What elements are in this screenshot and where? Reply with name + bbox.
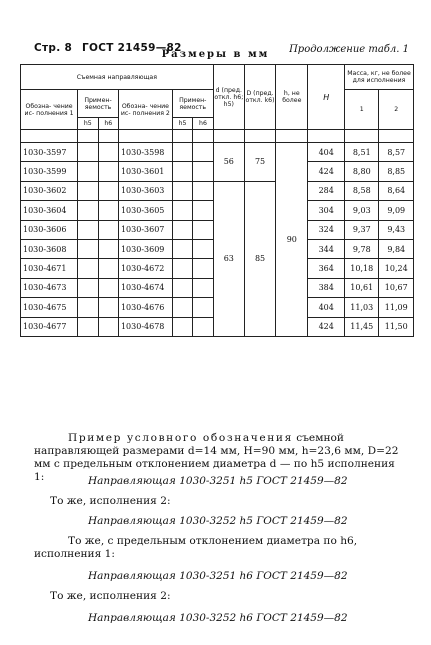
table-continuation-label: Продолжение табл. 1 bbox=[289, 44, 409, 55]
designation-2-cell: 1030-3603 bbox=[118, 181, 172, 200]
mass-1-cell: 10,61 bbox=[345, 278, 379, 297]
d-cell: 56 bbox=[213, 143, 244, 182]
d-cell: 63 bbox=[213, 181, 244, 336]
header-removable-guide: Съемная направляющая bbox=[21, 65, 214, 90]
h-cell: 90 bbox=[276, 143, 308, 337]
example-designation-1: Направляющая 1030-3251 h5 ГОСТ 21459—82 bbox=[88, 475, 348, 487]
table-caption: Размеры в мм bbox=[161, 49, 270, 60]
dimensions-table bbox=[20, 64, 414, 337]
page-number: Стр. 8 bbox=[34, 42, 73, 54]
H-cell: 284 bbox=[308, 181, 345, 200]
H-cell: 384 bbox=[308, 278, 345, 297]
designation-2-cell: 1030-3601 bbox=[118, 162, 172, 181]
H-cell: 364 bbox=[308, 259, 345, 278]
designation-2-cell: 1030-4676 bbox=[118, 298, 172, 317]
mass-2-cell: 10,67 bbox=[379, 278, 414, 297]
header-D: D (пред. откл. k6) bbox=[244, 65, 275, 130]
mass-2-cell: 11,50 bbox=[379, 317, 414, 336]
example-description: съемной направляющей размерами d=14 мм, H=90 мм, h=23,6 мм, D=22 мм с предельным отклонением диаметра d — по h5 исполнения 1: bbox=[34, 432, 399, 483]
mass-2-cell: 11,09 bbox=[379, 298, 414, 317]
H-cell: 404 bbox=[308, 143, 345, 162]
D-cell: 85 bbox=[244, 181, 275, 336]
mass-1-cell: 9,03 bbox=[345, 201, 379, 220]
designation-1-cell: 1030-4675 bbox=[21, 298, 78, 317]
same-h6-variant-2-text: То же, исполнения 2: bbox=[50, 590, 171, 602]
header-H: H bbox=[308, 65, 345, 130]
mass-2-cell: 8,64 bbox=[379, 181, 414, 200]
mass-1-cell: 11,03 bbox=[345, 298, 379, 317]
header-d: d (пред. откл. h6; h5) bbox=[213, 65, 244, 130]
H-cell: 304 bbox=[308, 201, 345, 220]
header-applicability-1: Примен- яемость bbox=[78, 90, 119, 118]
D-cell: 75 bbox=[244, 143, 275, 182]
mass-1-cell: 8,58 bbox=[345, 181, 379, 200]
designation-1-cell: 1030-3599 bbox=[21, 162, 78, 181]
mass-1-cell: 11,45 bbox=[345, 317, 379, 336]
designation-2-cell: 1030-4678 bbox=[118, 317, 172, 336]
example-designation-4: Направляющая 1030-3252 h6 ГОСТ 21459—82 bbox=[88, 612, 348, 624]
header-h6: h6 bbox=[98, 118, 118, 130]
header-applicability-2: Примен- яемость bbox=[172, 90, 213, 118]
header-h: h, не более bbox=[276, 65, 308, 130]
designation-1-cell: 1030-3602 bbox=[21, 181, 78, 200]
mass-2-cell: 8,85 bbox=[379, 162, 414, 181]
designation-1-cell: 1030-3608 bbox=[21, 239, 78, 258]
designation-1-cell: 1030-4677 bbox=[21, 317, 78, 336]
header-mass-2: 2 bbox=[379, 90, 414, 130]
designation-1-cell: 1030-3606 bbox=[21, 220, 78, 239]
H-cell: 424 bbox=[308, 317, 345, 336]
standard-number: ГОСТ 21459—82 bbox=[82, 42, 182, 54]
header-designation-2: Обозна- чение ис- полнения 2 bbox=[118, 90, 172, 130]
header-h5: h5 bbox=[78, 118, 98, 130]
designation-2-cell: 1030-3605 bbox=[118, 201, 172, 220]
header-h5: h5 bbox=[172, 118, 192, 130]
mass-1-cell: 10,18 bbox=[345, 259, 379, 278]
table-row bbox=[21, 143, 414, 162]
example-designation-3: Направляющая 1030-3251 h6 ГОСТ 21459—82 bbox=[88, 570, 348, 582]
designation-2-cell: 1030-3609 bbox=[118, 239, 172, 258]
designation-2-cell: 1030-4672 bbox=[118, 259, 172, 278]
designation-2-cell: 1030-4674 bbox=[118, 278, 172, 297]
mass-1-cell: 8,51 bbox=[345, 143, 379, 162]
mass-2-cell: 10,24 bbox=[379, 259, 414, 278]
example-designation-2: Направляющая 1030-3252 h5 ГОСТ 21459—82 bbox=[88, 515, 348, 527]
same-variant-2-text: То же, исполнения 2: bbox=[50, 495, 171, 507]
header-h6: h6 bbox=[193, 118, 213, 130]
H-cell: 424 bbox=[308, 162, 345, 181]
H-cell: 404 bbox=[308, 298, 345, 317]
designation-1-cell: 1030-3604 bbox=[21, 201, 78, 220]
mass-2-cell: 8,57 bbox=[379, 143, 414, 162]
designation-2-cell: 1030-3598 bbox=[118, 143, 172, 162]
H-cell: 324 bbox=[308, 220, 345, 239]
designation-1-cell: 1030-4671 bbox=[21, 259, 78, 278]
table-row bbox=[21, 181, 414, 200]
mass-2-cell: 9,84 bbox=[379, 239, 414, 258]
mass-2-cell: 9,43 bbox=[379, 220, 414, 239]
mass-1-cell: 9,78 bbox=[345, 239, 379, 258]
designation-2-cell: 1030-3607 bbox=[118, 220, 172, 239]
designation-1-cell: 1030-3597 bbox=[21, 143, 78, 162]
example-lead: Пример условного обозначения bbox=[68, 432, 293, 444]
designation-1-cell: 1030-4673 bbox=[21, 278, 78, 297]
mass-2-cell: 9,09 bbox=[379, 201, 414, 220]
header-mass: Масса, кг, не более для исполнения bbox=[345, 65, 414, 90]
mass-1-cell: 9,37 bbox=[345, 220, 379, 239]
mass-1-cell: 8,80 bbox=[345, 162, 379, 181]
H-cell: 344 bbox=[308, 239, 345, 258]
same-h6-variant-1-text: То же, с предельным отклонением диаметра по h6, исполнения 1: bbox=[34, 535, 358, 560]
header-mass-1: 1 bbox=[345, 90, 379, 130]
header-designation-1: Обозна- чение ис- полнения 1 bbox=[21, 90, 78, 130]
